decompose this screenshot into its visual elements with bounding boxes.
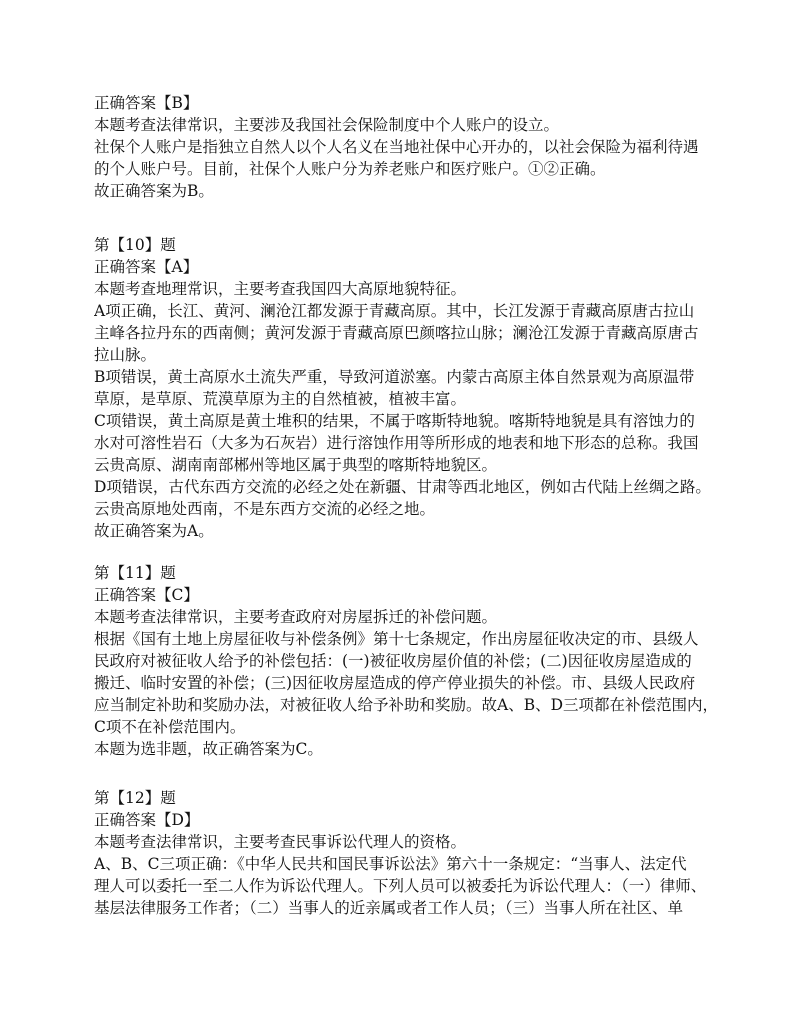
answer-line: 正确答案【B】 bbox=[94, 94, 199, 112]
conclusion-line: 本题为选非题，故正确答案为C。 bbox=[94, 740, 323, 758]
explanation-line: C项错误，黄土高原是黄土堆积的结果，不属于喀斯特地貌。喀斯特地貌是具有溶蚀力的 bbox=[94, 412, 695, 430]
conclusion-line: 故正确答案为A。 bbox=[94, 522, 214, 540]
explanation-line: 本题考查法律常识，主要考查民事诉讼代理人的资格。 bbox=[94, 833, 467, 851]
explanation-line: C项不在补偿范围内。 bbox=[94, 718, 246, 736]
explanation-line: 理人可以委托一至二人作为诉讼代理人。下列人员可以被委托为诉讼代理人：（一）律师、 bbox=[94, 877, 707, 895]
explanation-line: D项错误，古代东西方交流的必经之处在新疆、甘肃等西北地区，例如古代陆上丝绸之路。 bbox=[94, 478, 711, 496]
explanation-line: 本题考查法律常识，主要涉及我国社会保险制度中个人账户的设立。 bbox=[94, 116, 560, 134]
question-heading: 第【12】题 bbox=[94, 789, 176, 807]
explanation-line: A、B、C三项正确：《中华人民共和国民事诉讼法》第六十一条规定：“当事人、法定代 bbox=[94, 855, 687, 873]
explanation-line: 的个人账户号。目前，社保个人账户分为养老账户和医疗账户。①②正确。 bbox=[94, 160, 606, 178]
explanation-line: 本题考查法律常识，主要考查政府对房屋拆迁的补偿问题。 bbox=[94, 608, 498, 626]
explanation-line: 水对可溶性岩石（大多为石灰岩）进行溶蚀作用等所形成的地表和地下形态的总称。我国 bbox=[94, 434, 699, 452]
explanation-line: 拉山脉。 bbox=[94, 346, 157, 364]
explanation-line: 应当制定补助和奖励办法，对被征收人给予补助和奖励。故A、B、D三项都在补偿范围内， bbox=[94, 696, 719, 714]
answer-line: 正确答案【A】 bbox=[94, 258, 199, 276]
explanation-line: 基层法律服务工作者；（二）当事人的近亲属或者工作人员；（三）当事人所在社区、单 bbox=[94, 899, 684, 917]
question-section-12 bbox=[94, 787, 734, 919]
explanation-line: 社保个人账户是指独立自然人以个人名义在当地社保中心开办的，以社会保险为福利待遇 bbox=[94, 138, 699, 156]
explanation-line: B项错误，黄土高原水土流失严重，导致河道淤塞。内蒙古高原主体自然景观为高原温带 bbox=[94, 368, 695, 386]
explanation-line: 根据《国有土地上房屋征收与补偿条例》第十七条规定，作出房屋征收决定的市、县级人 bbox=[94, 630, 699, 648]
explanation-line: 草原，是草原、荒漠草原为主的自然植被，植被丰富。 bbox=[94, 390, 467, 408]
explanation-line: 本题考查地理常识，主要考查我国四大高原地貌特征。 bbox=[94, 280, 467, 298]
question-section-10 bbox=[94, 234, 734, 542]
question-heading: 第【10】题 bbox=[94, 236, 176, 254]
answer-section-9 bbox=[94, 92, 734, 202]
explanation-line: 主峰各拉丹东的西南侧；黄河发源于青藏高原巴颜喀拉山脉；澜沧江发源于青藏高原唐古 bbox=[94, 324, 699, 342]
explanation-line: 云贵高原、湖南南部郴州等地区属于典型的喀斯特地貌区。 bbox=[94, 456, 498, 474]
explanation-line: A项正确，长江、黄河、澜沧江都发源于青藏高原。其中，长江发源于青藏高原唐古拉山 bbox=[94, 302, 695, 320]
explanation-line: 搬迁、临时安置的补偿；(三)因征收房屋造成的停产停业损失的补偿。市、县级人民政府 bbox=[94, 674, 696, 692]
conclusion-line: 故正确答案为B。 bbox=[94, 182, 214, 200]
answer-line: 正确答案【D】 bbox=[94, 811, 200, 829]
question-heading: 第【11】题 bbox=[94, 564, 176, 582]
question-section-11 bbox=[94, 562, 734, 760]
explanation-line: 民政府对被征收人给予的补偿包括：(一)被征收房屋价值的补偿；(二)因征收房屋造成的 bbox=[94, 652, 692, 670]
answer-line: 正确答案【C】 bbox=[94, 586, 199, 604]
explanation-line: 云贵高原地处西南，不是东西方交流的必经之地。 bbox=[94, 500, 436, 518]
